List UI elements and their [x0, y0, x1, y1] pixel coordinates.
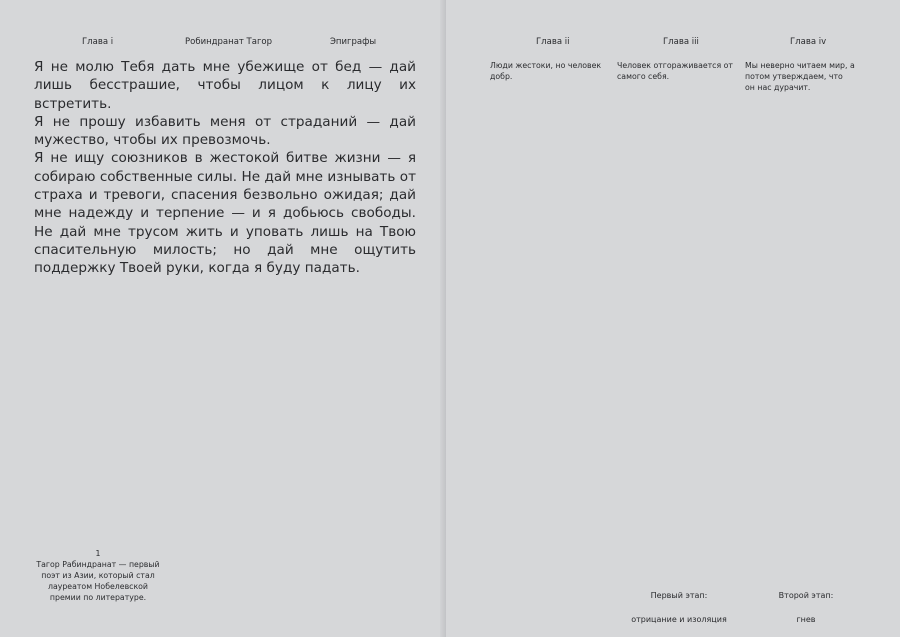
- stage-value: отрицание и изоляция: [631, 615, 727, 624]
- footnote: [34, 548, 162, 603]
- chapter-header: Глава i: [82, 37, 114, 47]
- footnote-number: 1: [95, 549, 101, 558]
- author-header: Робиндранат Тагор: [185, 37, 273, 47]
- left-page: [0, 0, 446, 637]
- paragraph: Я не прошу избавить меня от страданий — дай мужество, чтобы их превозмочь.: [34, 113, 416, 149]
- epigraph: Люди жестоки, но человек добр.: [490, 61, 602, 81]
- tagore-prayer-text: [34, 58, 416, 278]
- section-header: Эпиграфы: [330, 37, 377, 47]
- stage-label: Первый этап:: [650, 591, 708, 600]
- paragraph: Я не ищу союзников в жестокой битве жизни — я собираю собственные силы. Не дай мне изнывать от страха и тревоги, спасения безвольно ожидая; дай мне надежду и терпение — и я добьюсь свободы. Не дай мне трусом жить и уповать лишь на Твою спасительную милость; но дай мне ощутить поддержку Твоей руки, когда я буду падать.: [34, 150, 416, 277]
- stage-note: [768, 578, 844, 626]
- stage-value: гнев: [796, 615, 816, 624]
- chapter-header: Глава iii: [663, 37, 699, 47]
- chapter-header: Глава ii: [536, 37, 570, 47]
- chapter-header: Глава iv: [790, 37, 827, 47]
- paragraph: Я не молю Тебя дать мне убежище от бед — дай лишь бесстрашие, чтобы лицом к лицу их встретить.: [34, 59, 416, 112]
- stage-note: [624, 578, 734, 626]
- right-page: [446, 0, 900, 637]
- epigraph: Человек отгораживается от самого себя.: [617, 61, 733, 81]
- footnote-text: Тагор Рабиндранат — первый поэт из Азии, который стал лауреатом Нобелевской премии по литературе.: [36, 560, 160, 602]
- stage-label: Второй этап:: [778, 591, 834, 600]
- epigraph: Мы неверно читаем мир, а потом утверждаем, что он нас дурачит.: [745, 61, 855, 92]
